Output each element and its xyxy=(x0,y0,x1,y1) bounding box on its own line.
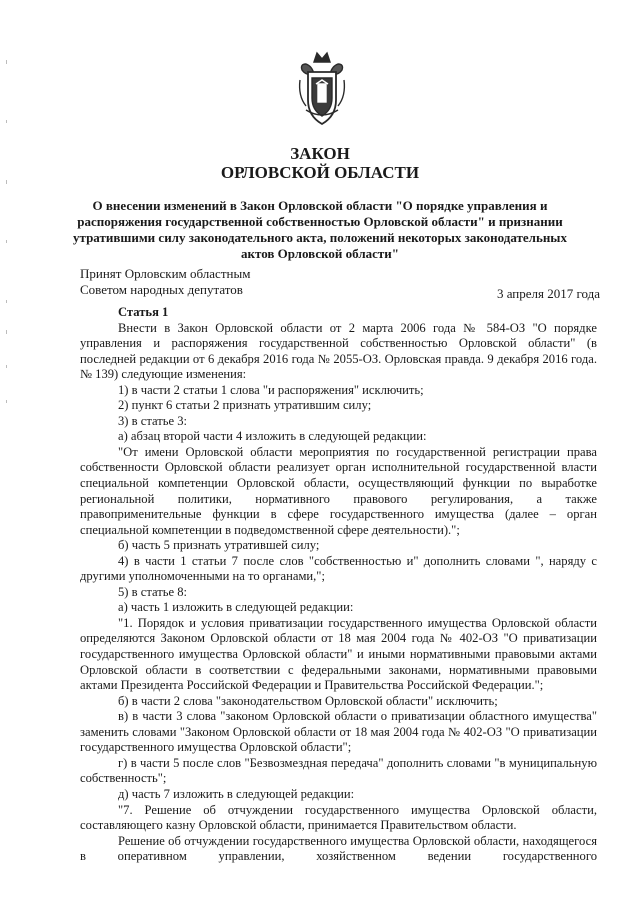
law-word-heading: ЗАКОН xyxy=(290,144,350,163)
paragraph: б) в части 2 слова "законодательством Орловской области" исключить; xyxy=(118,693,498,708)
region-heading: ОРЛОВСКОЙ ОБЛАСТИ xyxy=(220,163,420,182)
paragraph: в) в части 3 слова "законом Орловской области о приватизации областного имущества" заменить словами "Законом Орловской области от 18 мая 2004 года № 402-ОЗ "О приватизации государственного имущества Орловской области"; xyxy=(80,709,597,755)
paragraph: "1. Порядок и условия приватизации государственного имущества Орловской области определяются Законом Орловской области от 18 мая 2004 года № 402-ОЗ "О приватизации государственного имущества Орловской области" и иными нормативными правовыми актами Орловской области в соответствии с федеральными законами, нормативными правовыми актами Президента Российской Федерации и Правительства Российской Федерации."; xyxy=(80,615,597,693)
paragraph: Внести в Закон Орловской области от 2 марта 2006 года № 584-ОЗ "О порядке управления и распоряжения государственной собственностью Орловской области" (в последней редакции от 6 декабря 2016 года № 2055-ОЗ. Орловская правда. 9 декабря 2016 года. № 139) следующие изменения: xyxy=(80,320,597,382)
paragraph: б) часть 5 признать утратившей силу; xyxy=(118,538,320,553)
adoption-line-2: Советом народных депутатов xyxy=(80,282,243,297)
paragraph: 1) в части 2 статьи 1 слова "и распоряжения" исключить; xyxy=(118,382,424,397)
coat-of-arms-icon xyxy=(296,50,348,130)
paragraph: 5) в статье 8: xyxy=(118,584,188,599)
law-body xyxy=(80,305,597,865)
paragraph: 3) в статье 3: xyxy=(118,413,188,428)
paragraph: 2) пункт 6 статьи 2 признать утратившим силу; xyxy=(118,398,372,413)
adoption-date: 3 апреля 2017 года xyxy=(496,286,600,301)
paragraph: а) часть 1 изложить в следующей редакции: xyxy=(118,600,354,615)
adoption-block xyxy=(80,266,340,298)
paragraph: д) часть 7 изложить в следующей редакции: xyxy=(118,786,355,801)
paragraph: 4) в части 1 статьи 7 после слов "собственностью и" дополнить словами ", наряду с другими уполномоченными на то органами,"; xyxy=(80,553,597,584)
paragraph: "7. Решение об отчуждении государственного имущества Орловской области, составляющего казну Орловской области, принимается Правительством области. xyxy=(80,802,597,833)
paragraph: Решение об отчуждении государственного имущества Орловской области, находящегося в оперативном управлении, хозяйственном ведении государственного xyxy=(80,833,597,864)
article-heading: Статья 1 xyxy=(118,305,169,319)
adoption-line-1: Принят Орловским областным xyxy=(80,266,251,281)
law-subtitle: О внесении изменений в Закон Орловской области "О порядке управления и распоряжения государственной собственностью Орловской области" и признании утратившими силу законодательного акта, положений некоторых законодательных актов Орловской области" xyxy=(73,198,567,261)
paragraph: г) в части 5 после слов "Безвозмездная передача" дополнить словами "в муниципальную собственность"; xyxy=(80,755,597,786)
paragraph: а) абзац второй части 4 изложить в следующей редакции: xyxy=(118,429,427,444)
scan-margin-specks xyxy=(4,0,10,905)
paragraph: "От имени Орловской области мероприятия по государственной регистрации права собственности Орловской области реализует орган исполнительной государственной власти специальной компетенции Орловской области, осуществляющий функции по выработке региональной политики, нормативного правового регулирования, а также правоприменительные функции в сфере государственного имущества (далее – орган специальной компетенции в подведомственной сфере деятельности)."; xyxy=(80,444,597,537)
